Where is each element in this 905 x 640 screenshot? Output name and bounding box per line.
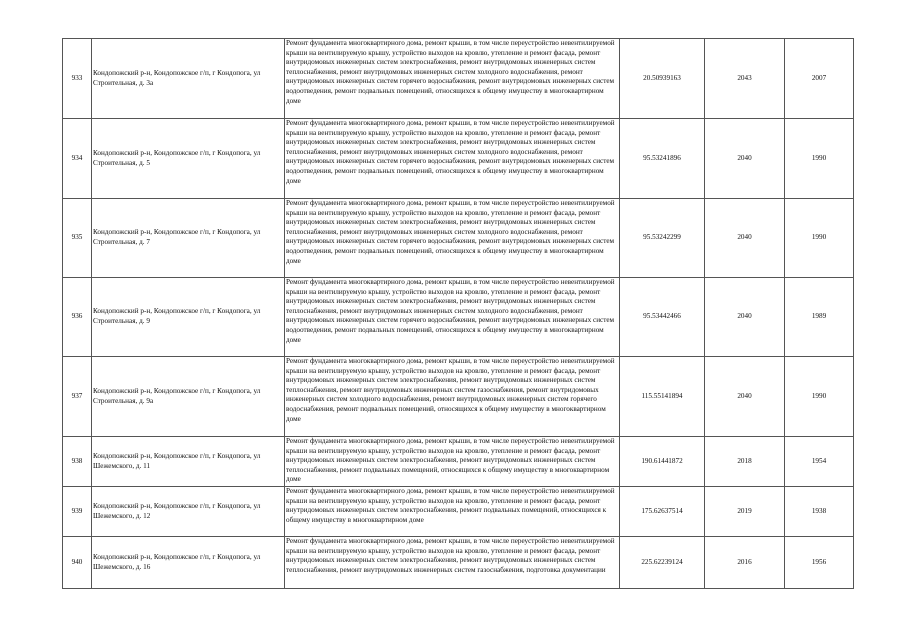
- row-built-year: 1990: [785, 119, 854, 199]
- row-works-text: Ремонт фундамента многоквартирного дома, ремонт крыши, в том числе переустройство невентилируемой крыши на вентилируемую крышу, устройство выходов на кровлю, утепление и ремонт фасада, ремонт внутридомовых инженерных систем электроснабжения, ремонт внутридомовых инженерных систем теплоснабжения, ремонт внутридомовых инженерных систем газоснабжения, подготовка документации: [286, 537, 615, 574]
- row-area: 115.55141894: [620, 357, 705, 437]
- row-works: [285, 487, 620, 537]
- row-works-text: Ремонт фундамента многоквартирного дома, ремонт крыши, в том числе переустройство невентилируемой крыши на вентилируемую крышу, устройство выходов на кровлю, утепление и ремонт фасада, ремонт внутридомовых инженерных систем электроснабжения, ремонт подвальных помещений, относящихся к общему имуществу в многоквартирном доме: [286, 487, 615, 524]
- row-works: [285, 278, 620, 357]
- row-works: [285, 199, 620, 278]
- row-area: 190.61441872: [620, 437, 705, 487]
- row-works-text: Ремонт фундамента многоквартирного дома, ремонт крыши, в том числе переустройство невентилируемой крыши на вентилируемую крышу, устройство выходов на кровлю, утепление и ремонт фасада, ремонт внутридомовых инженерных систем электроснабжения, ремонт внутридомовых инженерных систем теплоснабжения, ремонт внутридомовых инженерных систем холодного водоснабжения, ремонт внутридомовых инженерных систем горячего водоснабжения, ремонт внутридомовых инженерных систем водоотведения, ремонт подвальных помещений, относящихся к общему имуществу в многоквартирном доме: [286, 39, 615, 105]
- row-repair-year: 2040: [705, 119, 785, 199]
- row-works-text: Ремонт фундамента многоквартирного дома, ремонт крыши, в том числе переустройство невентилируемой крыши на вентилируемую крышу, устройство выходов на кровлю, утепление и ремонт фасада, ремонт внутридомовых инженерных систем электроснабжения, ремонт внутридомовых инженерных систем теплоснабжения, ремонт внутридомовых инженерных систем газоснабжения, ремонт внутридомовых инженерных систем холодного водоснабжения, ремонт внутридомовых инженерных систем горячего водоснабжения, ремонт подвальных помещений, относящихся к общему имуществу в многоквартирном доме: [286, 357, 615, 423]
- row-built-year: 1956: [785, 537, 854, 589]
- row-number: 939: [63, 487, 92, 537]
- row-address: Кондопожский р-н, Кондопожское г/п, г Кондопога, ул Шежемского, д. 16: [92, 537, 285, 589]
- row-number: 935: [63, 199, 92, 278]
- table-row: [63, 537, 854, 589]
- row-built-year: 1990: [785, 199, 854, 278]
- row-built-year: 1938: [785, 487, 854, 537]
- table-row: [63, 39, 854, 119]
- row-number: 937: [63, 357, 92, 437]
- row-address: Кондопожский р-н, Кондопожское г/п, г Кондопога, ул Строительная, д. 3а: [92, 39, 285, 119]
- row-repair-year: 2040: [705, 357, 785, 437]
- row-works: [285, 119, 620, 199]
- row-area: 95.53241896: [620, 119, 705, 199]
- row-built-year: 1990: [785, 357, 854, 437]
- row-area: 175.62637514: [620, 487, 705, 537]
- row-works-text: Ремонт фундамента многоквартирного дома, ремонт крыши, в том числе переустройство невентилируемой крыши на вентилируемую крышу, устройство выходов на кровлю, утепление и ремонт фасада, ремонт внутридомовых инженерных систем электроснабжения, ремонт внутридомовых инженерных систем теплоснабжения, ремонт внутридомовых инженерных систем холодного водоснабжения, ремонт внутридомовых инженерных систем горячего водоснабжения, ремонт внутридомовых инженерных систем водоотведения, ремонт подвальных помещений, относящихся к общему имуществу в многоквартирном доме: [286, 119, 615, 185]
- table-row: [63, 487, 854, 537]
- row-repair-year: 2016: [705, 537, 785, 589]
- row-address: Кондопожский р-н, Кондопожское г/п, г Кондопога, ул Шежемского, д. 12: [92, 487, 285, 537]
- row-repair-year: 2040: [705, 199, 785, 278]
- row-address: Кондопожский р-н, Кондопожское г/п, г Кондопога, ул Строительная, д. 9: [92, 278, 285, 357]
- row-area: 225.62239124: [620, 537, 705, 589]
- row-address: Кондопожский р-н, Кондопожское г/п, г Кондопога, ул Строительная, д. 5: [92, 119, 285, 199]
- row-number: 940: [63, 537, 92, 589]
- row-address: Кондопожский р-н, Кондопожское г/п, г Кондопога, ул Шежемского, д. 11: [92, 437, 285, 487]
- row-area: 95.53442466: [620, 278, 705, 357]
- row-repair-year: 2043: [705, 39, 785, 119]
- row-built-year: 1954: [785, 437, 854, 487]
- row-repair-year: 2040: [705, 278, 785, 357]
- row-works: [285, 39, 620, 119]
- table-row: [63, 119, 854, 199]
- row-built-year: 1989: [785, 278, 854, 357]
- row-works: [285, 357, 620, 437]
- row-number: 934: [63, 119, 92, 199]
- row-repair-year: 2019: [705, 487, 785, 537]
- row-number: 936: [63, 278, 92, 357]
- row-number: 933: [63, 39, 92, 119]
- row-built-year: 2007: [785, 39, 854, 119]
- table-row: [63, 357, 854, 437]
- row-area: 95.53242299: [620, 199, 705, 278]
- row-works-text: Ремонт фундамента многоквартирного дома, ремонт крыши, в том числе переустройство невентилируемой крыши на вентилируемую крышу, устройство выходов на кровлю, утепление и ремонт фасада, ремонт внутридомовых инженерных систем электроснабжения, ремонт внутридомовых инженерных систем теплоснабжения, ремонт подвальных помещений, относящихся к общему имуществу в многоквартирном доме: [286, 437, 615, 484]
- row-works-text: Ремонт фундамента многоквартирного дома, ремонт крыши, в том числе переустройство невентилируемой крыши на вентилируемую крышу, устройство выходов на кровлю, утепление и ремонт фасада, ремонт внутридомовых инженерных систем электроснабжения, ремонт внутридомовых инженерных систем теплоснабжения, ремонт внутридомовых инженерных систем холодного водоснабжения, ремонт внутридомовых инженерных систем горячего водоснабжения, ремонт внутридомовых инженерных систем водоотведения, ремонт подвальных помещений, относящихся к общему имуществу в многоквартирном доме: [286, 278, 615, 344]
- row-works-text: Ремонт фундамента многоквартирного дома, ремонт крыши, в том числе переустройство невентилируемой крыши на вентилируемую крышу, устройство выходов на кровлю, утепление и ремонт фасада, ремонт внутридомовых инженерных систем электроснабжения, ремонт внутридомовых инженерных систем теплоснабжения, ремонт внутридомовых инженерных систем холодного водоснабжения, ремонт внутридомовых инженерных систем горячего водоснабжения, ремонт внутридомовых инженерных систем водоотведения, ремонт подвальных помещений, относящихся к общему имуществу в многоквартирном доме: [286, 199, 615, 265]
- row-repair-year: 2018: [705, 437, 785, 487]
- table-row: [63, 437, 854, 487]
- row-address: Кондопожский р-н, Кондопожское г/п, г Кондопога, ул Строительная, д. 9а: [92, 357, 285, 437]
- table-row: [63, 199, 854, 278]
- row-number: 938: [63, 437, 92, 487]
- housing-repair-table: [62, 38, 854, 589]
- table-row: [63, 278, 854, 357]
- row-area: 20.50939163: [620, 39, 705, 119]
- row-address: Кондопожский р-н, Кондопожское г/п, г Кондопога, ул Строительная, д. 7: [92, 199, 285, 278]
- row-works: [285, 537, 620, 589]
- row-works: [285, 437, 620, 487]
